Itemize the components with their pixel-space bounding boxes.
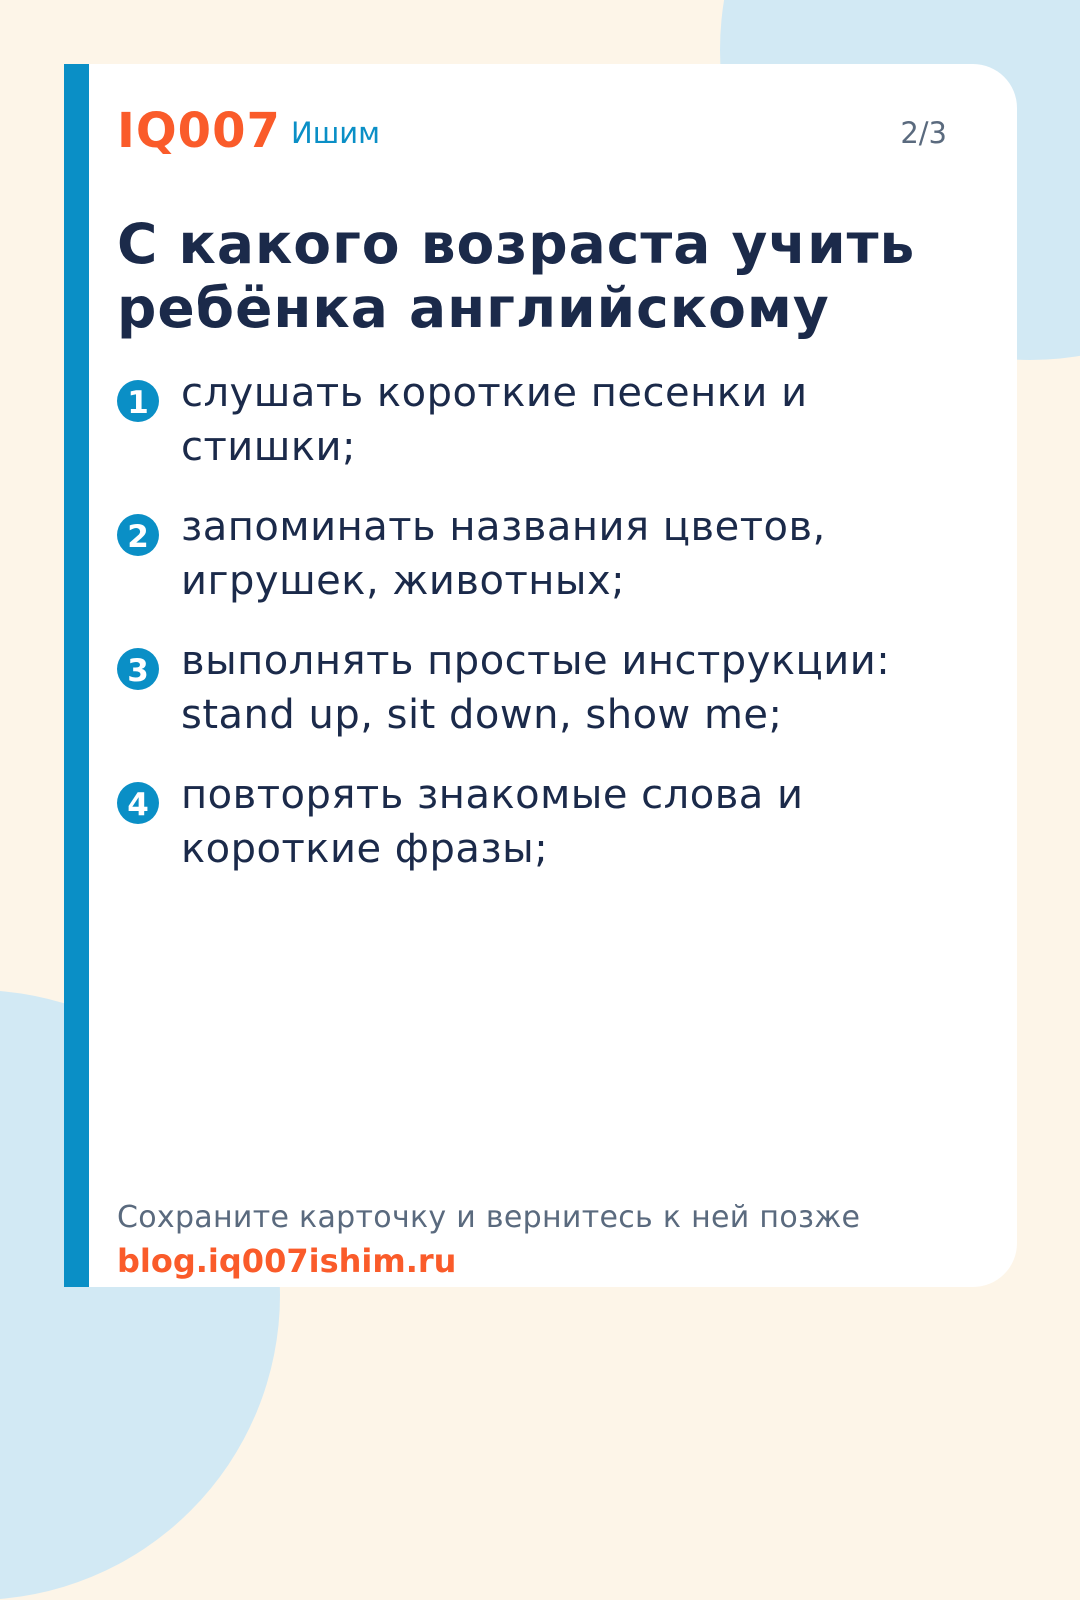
list-item bbox=[117, 500, 977, 634]
content-card bbox=[64, 64, 1017, 1287]
number-badge: 4 bbox=[117, 782, 159, 824]
tips-list bbox=[117, 366, 977, 902]
number-badge: 1 bbox=[117, 380, 159, 422]
list-item-text: повторять знакомые слова и короткие фразы; bbox=[181, 772, 804, 872]
number-badge: 2 bbox=[117, 514, 159, 556]
city-label: Ишим bbox=[291, 116, 380, 150]
list-item-text: слушать короткие песенки и стишки; bbox=[181, 370, 808, 470]
page-counter: 2/3 bbox=[900, 116, 947, 150]
list-item bbox=[117, 366, 977, 500]
blog-link[interactable]: blog.iq007ishim.ru bbox=[117, 1242, 457, 1280]
card-title: С какого возраста учить ребёнка английскому bbox=[117, 212, 916, 340]
footer-note: Сохраните карточку и вернитесь к ней позже bbox=[117, 1200, 861, 1235]
brand-logo: IQ007 bbox=[117, 103, 281, 159]
card-accent-stripe bbox=[64, 64, 89, 1287]
number-badge: 3 bbox=[117, 648, 159, 690]
list-item-text: запоминать названия цветов, игрушек, животных; bbox=[181, 504, 826, 604]
list-item bbox=[117, 768, 977, 902]
list-item bbox=[117, 634, 977, 768]
list-item-text: выполнять простые инструкции: stand up, sit down, show me; bbox=[181, 638, 891, 738]
